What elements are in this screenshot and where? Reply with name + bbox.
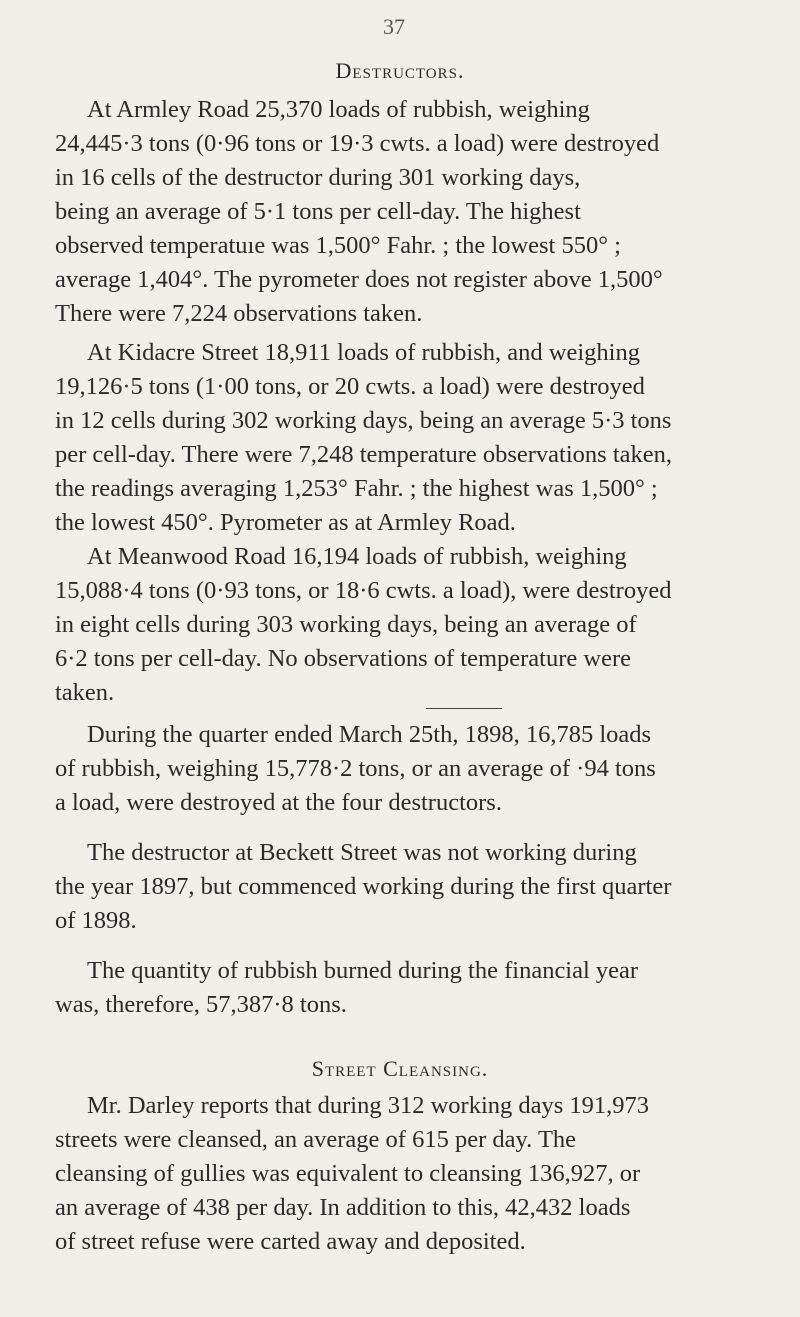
text-line: taken. [55,679,115,706]
text-line: At Meanwood Road 16,194 loads of rubbish, weighing [87,543,627,570]
text-line: streets were cleansed, an average of 615 per day. The [55,1126,577,1153]
text-line: observed temperatuıe was 1,500° Fahr. ; the lowest 550° ; [55,232,621,259]
text-line: per cell-day. There were 7,248 temperature observations taken, [55,441,672,468]
text-line: the readings averaging 1,253° Fahr. ; the highest was 1,500° ; [55,475,658,502]
text-line: At Armley Road 25,370 loads of rubbish, weighing [87,96,590,123]
text-line: in 12 cells during 302 working days, being an average 5·3 tons [55,407,672,434]
section-heading-street-cleansing: Street Cleansing. [311,1056,489,1081]
paragraph-quarter-ended [55,718,760,820]
text-line: 15,088·4 tons (0·93 tons, or 18·6 cwts. a load), were destroyed [55,577,672,604]
text-line: The destructor at Beckett Street was not working during [87,839,637,866]
text-line: cleansing of gullies was equivalent to cleansing 136,927, or [55,1160,641,1187]
paragraph-darley-report [55,1089,760,1259]
text-line: At Kidacre Street 18,911 loads of rubbish, and weighing [87,339,640,366]
text-line: the lowest 450°. Pyrometer as at Armley Road. [55,509,516,536]
paragraph-meanwood-road [55,540,760,710]
text-line: There were 7,224 observations taken. [55,300,423,327]
text-line: 24,445·3 tons (0·96 tons or 19·3 cwts. a load) were destroyed [55,130,660,157]
text-line: Mr. Darley reports that during 312 working days 191,973 [87,1092,650,1119]
text-line: was, therefore, 57,387·8 tons. [55,991,347,1018]
text-line: During the quarter ended March 25th, 1898, 16,785 loads [87,721,652,748]
text-line: the year 1897, but commenced working during the first quarter [55,873,672,900]
text-line: in eight cells during 303 working days, being an average of [55,611,637,638]
text-line: a load, were destroyed at the four destructors. [55,789,502,816]
text-line: average 1,404°. The pyrometer does not register above 1,500° [55,266,663,293]
text-line: an average of 438 per day. In addition to this, 42,432 loads [55,1194,631,1221]
paragraph-financial-year [55,954,760,1022]
text-line: 19,126·5 tons (1·00 tons, or 20 cwts. a load) were destroyed [55,373,645,400]
section-heading-destructors: Destructors. [335,58,465,83]
text-line: in 16 cells of the destructor during 301 working days, [55,164,581,191]
section-divider [426,708,502,709]
page-number: 37 [383,14,405,39]
text-line: being an average of 5·1 tons per cell-day. The highest [55,198,581,225]
text-line: of street refuse were carted away and deposited. [55,1228,526,1255]
text-line: The quantity of rubbish burned during the financial year [87,957,639,984]
text-line: of rubbish, weighing 15,778·2 tons, or an average of ·94 tons [55,755,656,782]
paragraph-armley-road [55,93,760,331]
paragraph-beckett-street [55,836,760,938]
text-line: 6·2 tons per cell-day. No observations of temperature were [55,645,631,672]
text-line: of 1898. [55,907,137,934]
paragraph-kidacre-street [55,336,760,540]
